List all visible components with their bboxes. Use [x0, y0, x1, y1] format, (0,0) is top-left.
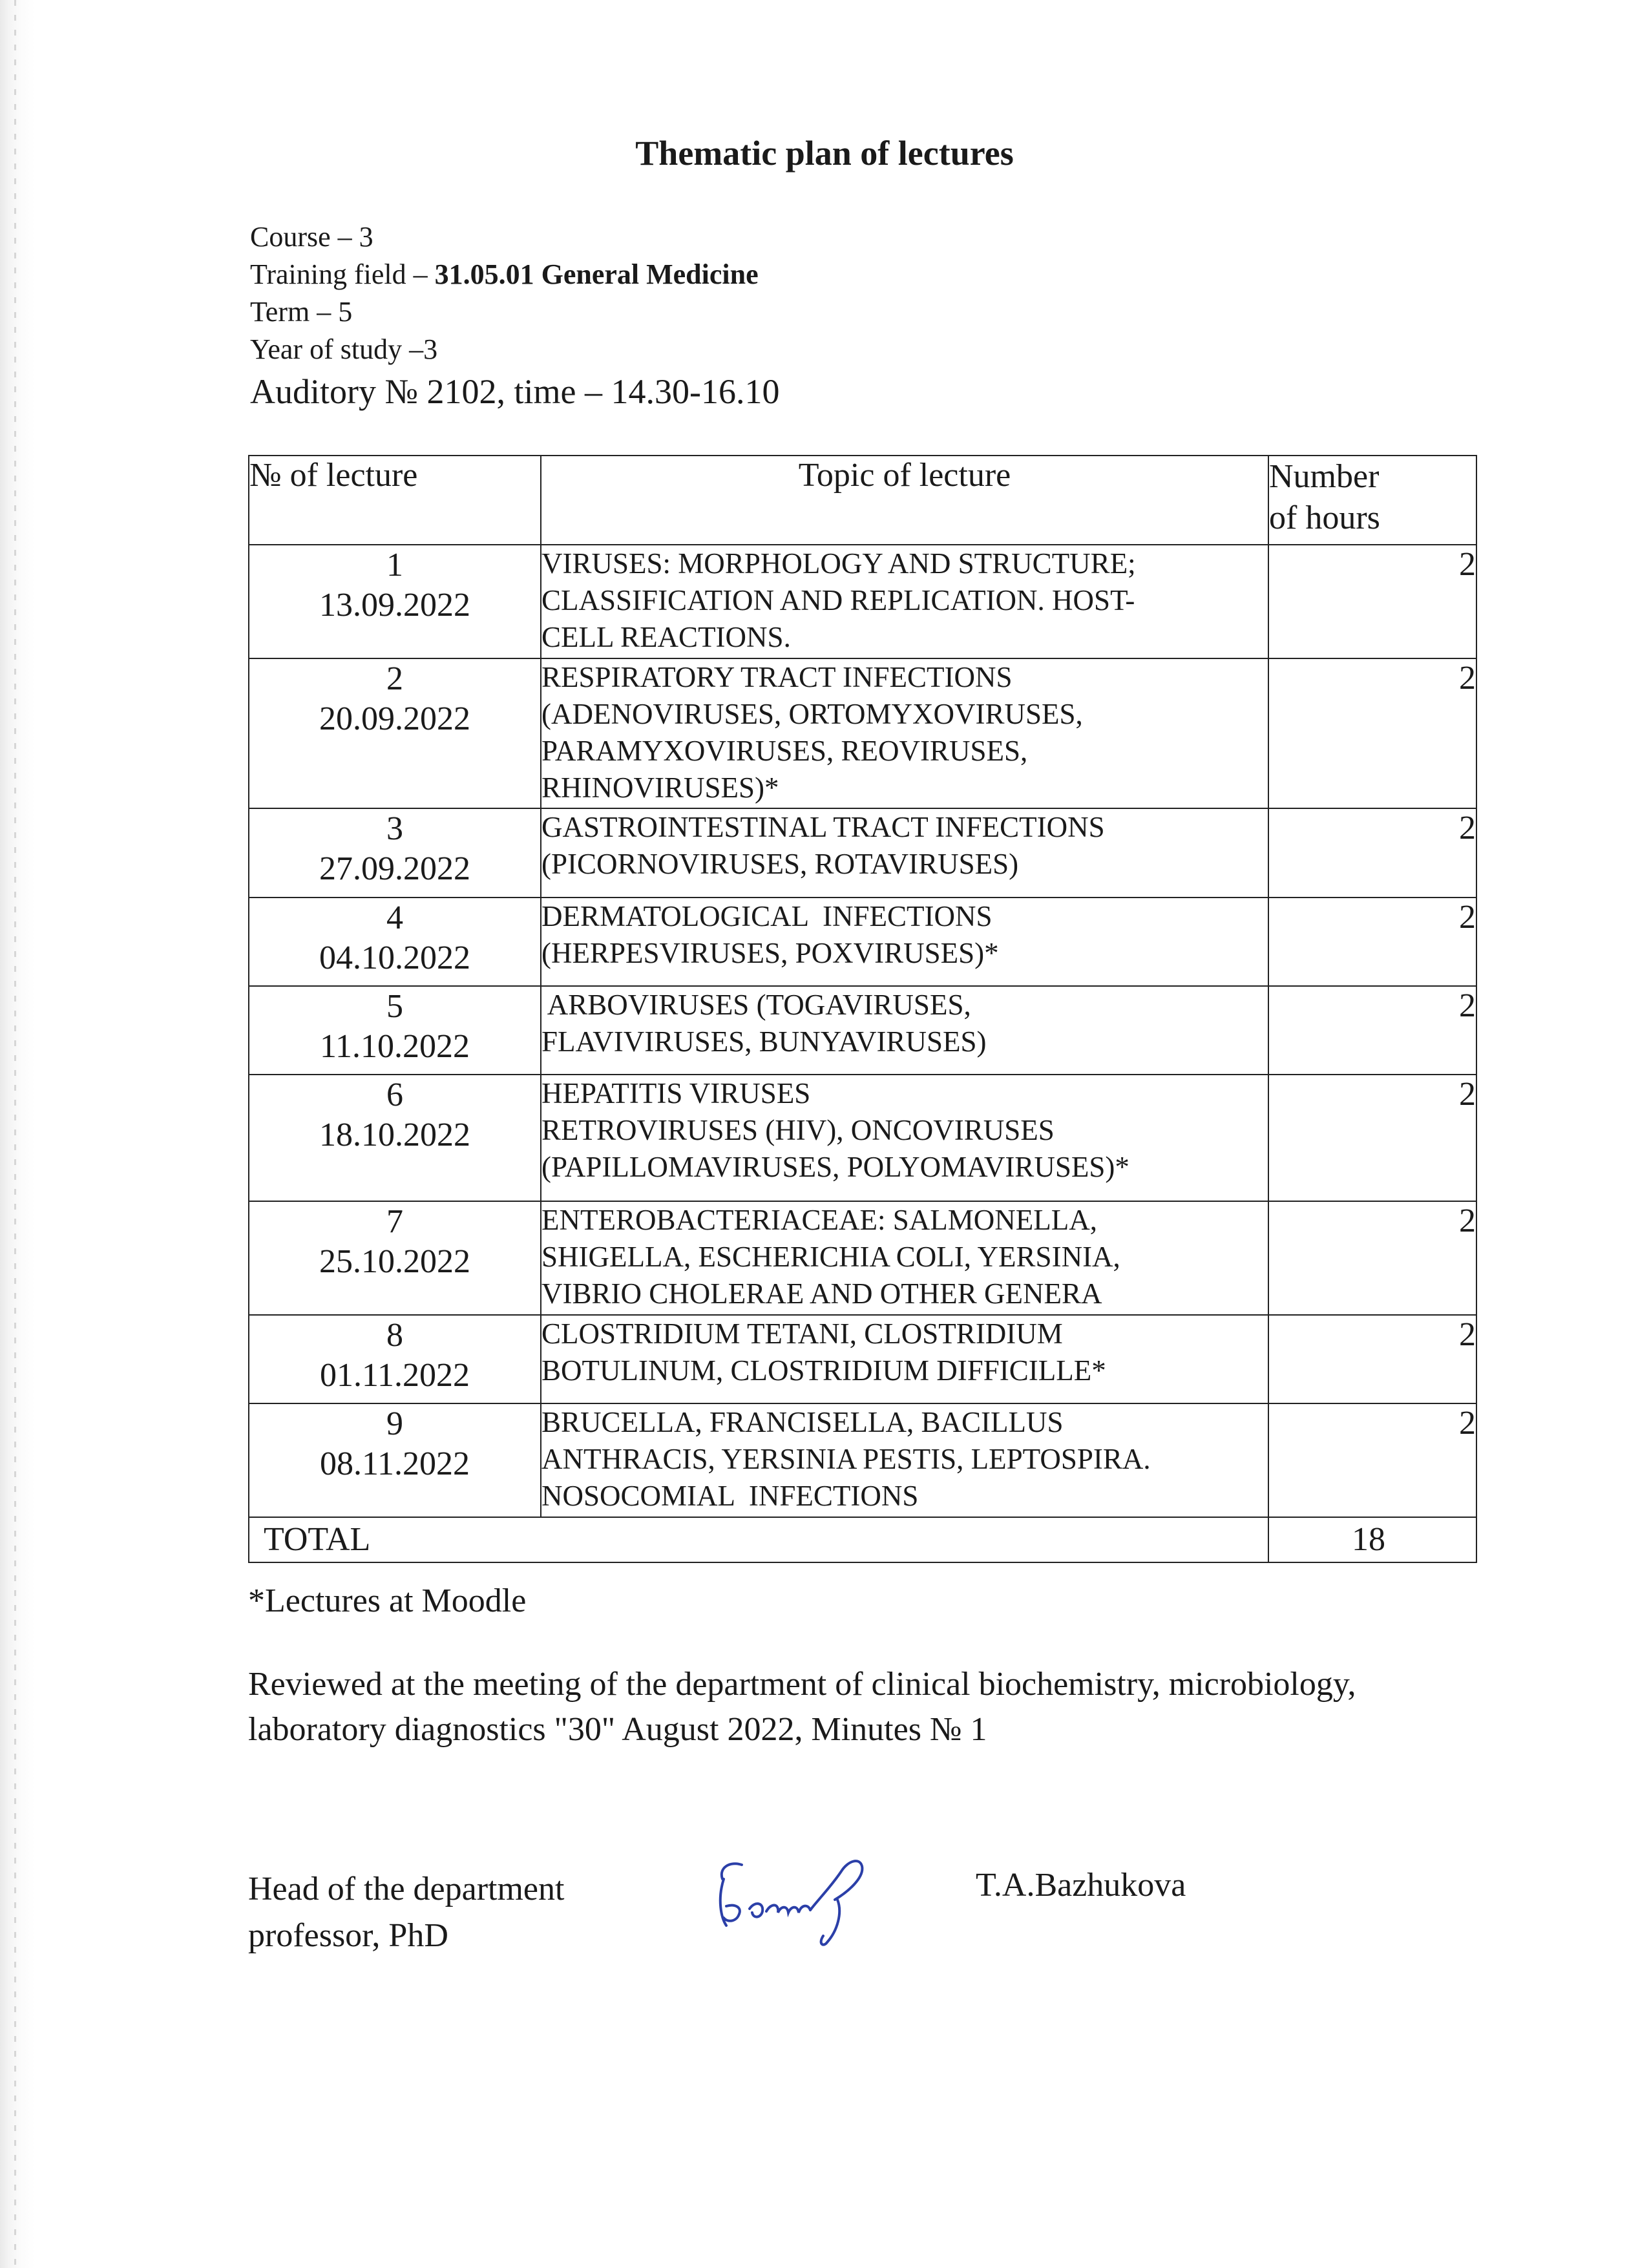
lecture-number: 2 [386, 660, 403, 697]
lecture-topic-cell [541, 1403, 1268, 1517]
lecture-topic-line: SHIGELLA, ESCHERICHIA COLI, YERSINIA, [541, 1241, 1120, 1273]
table-row [249, 545, 1476, 658]
lecture-topic-line: FLAVIVIRUSES, BUNYAVIRUSES) [541, 1025, 987, 1058]
lecture-hours: 2 [1268, 1315, 1476, 1403]
table-row [249, 658, 1476, 808]
table-row [249, 1201, 1476, 1315]
header-hours [1268, 456, 1476, 545]
lecture-topic-cell [541, 898, 1268, 986]
lecture-topic-line: (HERPESVIRUSES, POXVIRUSES)* [541, 937, 999, 969]
auditory-line: Auditory № 2102, time – 14.30-16.10 [250, 372, 780, 411]
lecture-hours: 2 [1268, 898, 1476, 986]
lecture-number: 3 [386, 810, 403, 847]
lecture-topic-line: CLASSIFICATION AND REPLICATION. HOST- [541, 584, 1135, 616]
lecture-number-cell [249, 545, 541, 658]
signatory-name: T.A.Bazhukova [976, 1867, 1186, 1904]
lecture-hours: 2 [1268, 1075, 1476, 1201]
lecture-number-cell [249, 808, 541, 898]
lecture-topic-cell [541, 808, 1268, 898]
term-line: Term – 5 [250, 296, 353, 328]
lecture-topic-line: ARBOVIRUSES (TOGAVIRUSES, [541, 989, 971, 1021]
review-note-line2: laboratory diagnostics "30" August 2022, Minutes № 1 [248, 1711, 987, 1748]
table-row [249, 808, 1476, 898]
table-row [249, 1315, 1476, 1403]
table-row [249, 1075, 1476, 1201]
lecture-topic-line: (PAPILLOMAVIRUSES, POLYOMAVIRUSES)* [541, 1151, 1129, 1183]
table-row [249, 1403, 1476, 1517]
lecture-topic-line: NOSOCOMIAL INFECTIONS [541, 1480, 919, 1512]
lecture-topic-line: DERMATOLOGICAL INFECTIONS [541, 900, 993, 932]
header-lecture-number: № of lecture [249, 456, 541, 545]
review-note [248, 1662, 1605, 1752]
lecture-number-cell [249, 1315, 541, 1403]
lecture-topic-line: (ADENOVIRUSES, ORTOMYXOVIRUSES, [541, 698, 1083, 730]
scan-edge-artifact [0, 0, 35, 2268]
lecture-number-cell [249, 1201, 541, 1315]
lecture-topic-line: CELL REACTIONS. [541, 621, 791, 653]
document-title: Thematic plan of lectures [635, 134, 1014, 173]
lecture-number-cell [249, 986, 541, 1075]
lecture-hours: 2 [1268, 545, 1476, 658]
total-row [249, 1517, 1476, 1562]
course-line: Course – 3 [250, 221, 373, 253]
position-line2: professor, PhD [248, 1917, 448, 1954]
lecture-number: 5 [386, 988, 403, 1025]
lecture-topic-line: CLOSTRIDIUM TETANI, CLOSTRIDIUM [541, 1318, 1063, 1350]
lecture-topic-cell [541, 1315, 1268, 1403]
total-hours: 18 [1268, 1517, 1476, 1562]
lecture-plan-table [248, 455, 1477, 1563]
handwritten-signature [704, 1842, 898, 1951]
lecture-date: 11.10.2022 [319, 1028, 470, 1065]
header-hours-line1: Number [1269, 458, 1380, 495]
lecture-hours: 2 [1268, 658, 1476, 808]
lecture-topic-line: PARAMYXOVIRUSES, REOVIRUSES, [541, 735, 1028, 767]
lecture-topic-line: BRUCELLA, FRANCISELLA, BACILLUS [541, 1406, 1064, 1438]
table-row [249, 986, 1476, 1075]
lecture-topic-cell [541, 1201, 1268, 1315]
lecture-hours: 2 [1268, 808, 1476, 898]
lecture-date: 27.09.2022 [319, 850, 470, 887]
course-meta [250, 218, 779, 415]
lecture-number-cell [249, 658, 541, 808]
lecture-hours: 2 [1268, 1201, 1476, 1315]
footnote: *Lectures at Moodle [248, 1582, 527, 1619]
lecture-date: 01.11.2022 [319, 1357, 470, 1394]
lecture-topic-line: RETROVIRUSES (HIV), ONCOVIRUSES [541, 1114, 1055, 1146]
signatory-position [248, 1866, 564, 1959]
lecture-topic-cell [541, 545, 1268, 658]
table-header-row [249, 456, 1476, 545]
training-field-value: 31.05.01 General Medicine [434, 258, 759, 290]
lecture-number: 8 [386, 1317, 403, 1354]
lecture-topic-line: BOTULINUM, CLOSTRIDIUM DIFFICILLE* [541, 1354, 1106, 1387]
lecture-topic-cell [541, 986, 1268, 1075]
total-label: TOTAL [249, 1517, 1268, 1562]
lecture-number-cell [249, 1403, 541, 1517]
lecture-number: 6 [386, 1076, 403, 1113]
lecture-number: 9 [386, 1405, 403, 1442]
lecture-date: 08.11.2022 [319, 1445, 470, 1482]
header-hours-line2: of hours [1269, 499, 1380, 536]
lecture-topic-line: RHINOVIRUSES)* [541, 772, 779, 804]
lecture-topic-line: ANTHRACIS, YERSINIA PESTIS, LEPTOSPIRA. [541, 1443, 1151, 1475]
lecture-date: 18.10.2022 [319, 1117, 470, 1153]
table-row [249, 898, 1476, 986]
position-line1: Head of the department [248, 1871, 565, 1907]
lecture-topic-line: ENTEROBACTERIACEAE: SALMONELLA, [541, 1204, 1097, 1236]
training-field-label: Training field – [250, 258, 435, 290]
lecture-date: 13.09.2022 [319, 587, 470, 624]
lecture-date: 04.10.2022 [319, 940, 470, 976]
lecture-hours: 2 [1268, 1403, 1476, 1517]
lecture-topic-line: RESPIRATORY TRACT INFECTIONS [541, 661, 1013, 693]
review-note-line1: Reviewed at the meeting of the department of clinical biochemistry, microbiology, [248, 1666, 1356, 1703]
year-of-study-line: Year of study –3 [250, 333, 438, 365]
lecture-topic-line: VIBRIO CHOLERAE AND OTHER GENERA [541, 1277, 1102, 1310]
lecture-topic-line: HEPATITIS VIRUSES [541, 1077, 811, 1109]
lecture-topic-cell [541, 1075, 1268, 1201]
training-field-line [250, 256, 779, 293]
lecture-hours: 2 [1268, 986, 1476, 1075]
lecture-number-cell [249, 898, 541, 986]
lecture-number: 7 [386, 1203, 403, 1240]
lecture-number: 1 [386, 547, 403, 583]
header-topic: Topic of lecture [541, 456, 1268, 545]
lecture-number: 4 [386, 899, 403, 936]
lecture-number-cell [249, 1075, 541, 1201]
lecture-topic-line: GASTROINTESTINAL TRACT INFECTIONS [541, 811, 1105, 843]
lecture-topic-cell [541, 658, 1268, 808]
lecture-topic-line: (PICORNOVIRUSES, ROTAVIRUSES) [541, 848, 1019, 880]
lecture-date: 25.10.2022 [319, 1243, 470, 1280]
lecture-date: 20.09.2022 [319, 700, 470, 737]
lecture-topic-line: VIRUSES: MORPHOLOGY AND STRUCTURE; [541, 547, 1136, 580]
